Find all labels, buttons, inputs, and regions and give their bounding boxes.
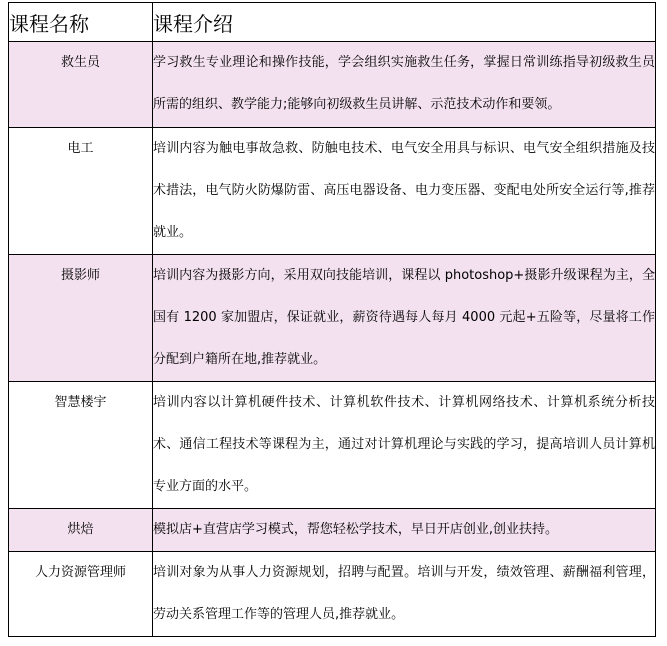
course-name-cell: 摄影师 xyxy=(9,255,153,382)
table-row xyxy=(9,552,656,637)
course-name-cell: 智慧楼宇 xyxy=(9,382,153,509)
course-description-cell: 培训内容为摄影方向，采用双向技能培训，课程以 photoshop+摄影升级课程为主，全国有 1200 家加盟店，保证就业，薪资待遇每人每月 4000 元起+五险等，尽量将工作分配到户籍所在地,推荐就业。 xyxy=(153,255,656,382)
course-table xyxy=(8,2,656,637)
course-description-cell: 学习救生专业理论和操作技能，学会组织实施救生任务，掌握日常训练指导初级救生员所需的组织、教学能力;能够向初级救生员讲解、示范技术动作和要领。 xyxy=(153,42,656,128)
course-table-container xyxy=(8,2,655,637)
table-row xyxy=(9,42,656,128)
column-header-course-description: 课程介绍 xyxy=(153,3,656,42)
table-header-row xyxy=(9,3,656,42)
course-description-cell: 培训内容为触电事故急救、防触电技术、电气安全用具与标识、电气安全组织措施及技术措法，电气防火防爆防雷、高压电器设备、电力变压器、变配电处所安全运行等,推荐就业。 xyxy=(153,128,656,255)
course-description-cell: 模拟店+直营店学习模式，帮您轻松学技术，早日开店创业,创业扶持。 xyxy=(153,509,656,552)
table-row xyxy=(9,255,656,382)
table-row xyxy=(9,509,656,552)
table-row xyxy=(9,128,656,255)
table-row xyxy=(9,382,656,509)
course-name-cell: 人力资源管理师 xyxy=(9,552,153,637)
course-name-cell: 烘焙 xyxy=(9,509,153,552)
column-header-course-name: 课程名称 xyxy=(9,3,153,42)
course-description-cell: 培训内容以计算机硬件技术、计算机软件技术、计算机网络技术、计算机系统分析技术、通信工程技术等课程为主，通过对计算机理论与实践的学习，提高培训人员计算机专业方面的水平。 xyxy=(153,382,656,509)
course-name-cell: 电工 xyxy=(9,128,153,255)
course-name-cell: 救生员 xyxy=(9,42,153,128)
course-description-cell: 培训对象为从事人力资源规划，招聘与配置。培训与开发，绩效管理、薪酬福利管理，劳动关系管理工作等的管理人员,推荐就业。 xyxy=(153,552,656,637)
